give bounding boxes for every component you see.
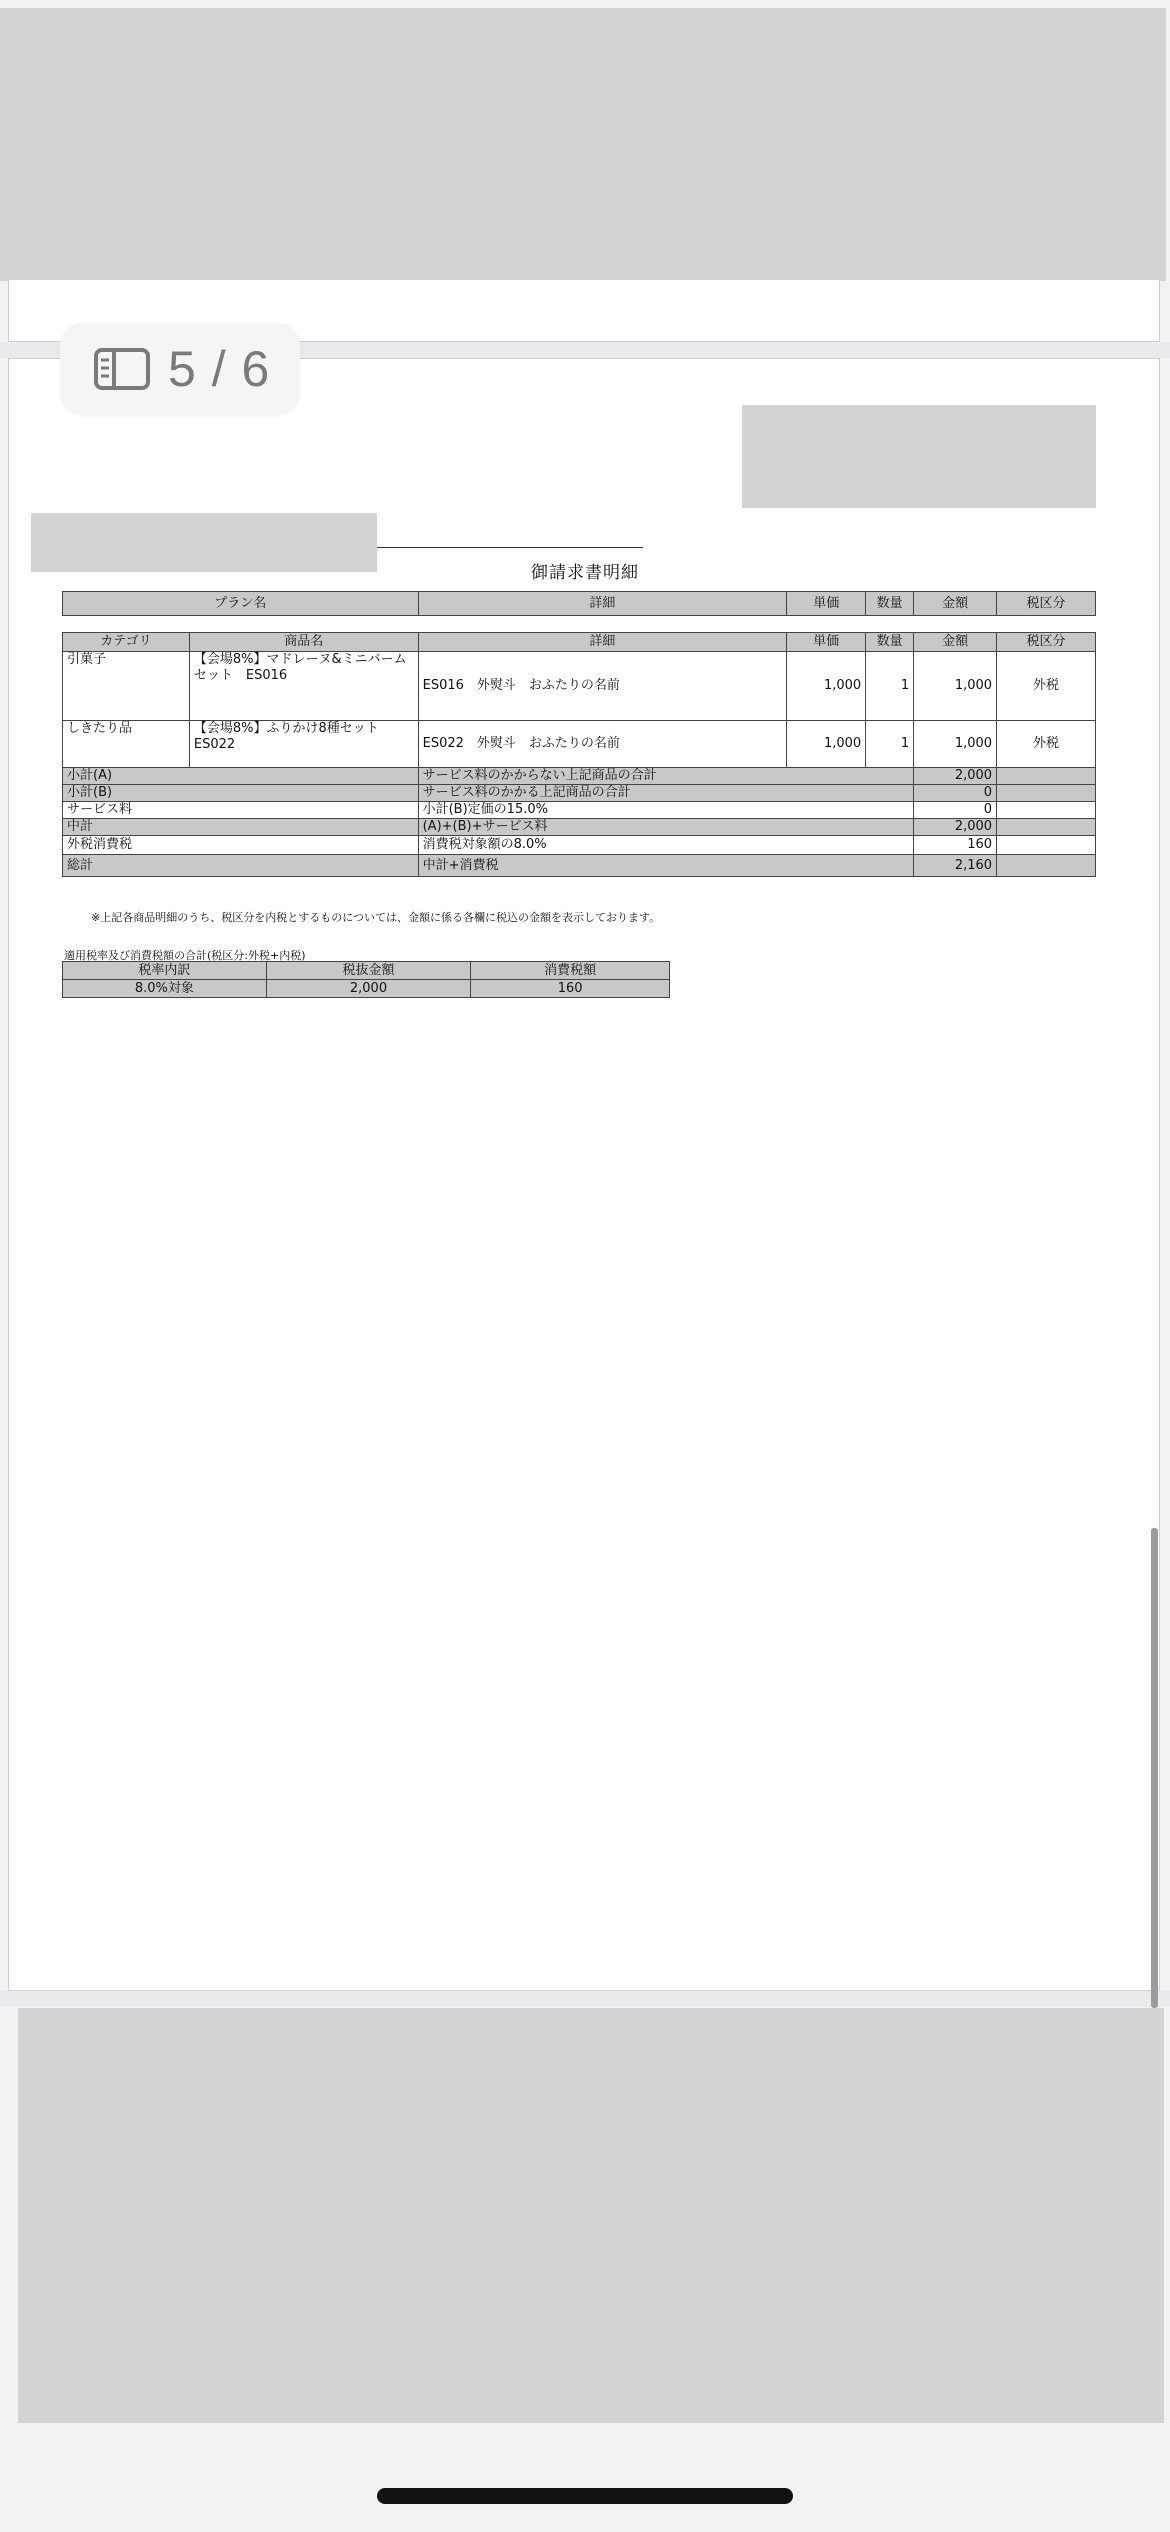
summary-empty (997, 836, 1096, 855)
summary-desc: (A)+(B)+サービス料 (418, 819, 914, 836)
col-qty: 数量 (866, 633, 914, 652)
summary-empty (997, 785, 1096, 802)
home-indicator[interactable] (377, 2488, 793, 2504)
tax-note: ※上記各商品明細のうち、税区分を内税とするものについては、金額に係る各欄に税込の金額を表示しております。 (91, 911, 661, 924)
cell-tax-type: 外税 (997, 652, 1096, 721)
table-row (63, 652, 1096, 721)
summary-desc: 消費税対象額の8.0% (418, 836, 914, 855)
page-divider (0, 1991, 1170, 2007)
summary-empty (997, 768, 1096, 785)
redacted-block-right (742, 405, 1096, 508)
cell-product: 【会場8%】ふりかけ8種セット ES022 (189, 721, 418, 768)
col-detail: 詳細 (418, 592, 787, 616)
title-rule (377, 547, 643, 548)
summary-row-subtotal-a (63, 768, 1096, 785)
tax-table-header (63, 962, 670, 980)
cell-unit-price: 1,000 (787, 652, 866, 721)
summary-amount: 2,160 (914, 855, 997, 877)
plan-table-header (63, 592, 1096, 616)
col-product: 商品名 (189, 633, 418, 652)
cell-tax-rate: 8.0%対象 (63, 980, 267, 998)
tax-summary-caption: 適用税率及び消費税額の合計(税区分:外税+内税) (64, 949, 306, 962)
col-tax-amount: 消費税額 (471, 962, 670, 980)
summary-desc: サービス料のかからない上記商品の合計 (418, 768, 914, 785)
cell-qty: 1 (866, 721, 914, 768)
col-amount: 金額 (914, 633, 997, 652)
cell-amount: 1,000 (914, 721, 997, 768)
vertical-scrollbar[interactable] (1151, 1528, 1158, 2008)
col-unit-price: 単価 (787, 633, 866, 652)
cell-tax-amount: 160 (471, 980, 670, 998)
col-unit-price: 単価 (787, 592, 866, 616)
summary-desc: 中計+消費税 (418, 855, 914, 877)
summary-empty (997, 802, 1096, 819)
col-net-amount: 税抜金額 (266, 962, 471, 980)
summary-empty (997, 819, 1096, 836)
summary-desc: サービス料のかかる上記商品の合計 (418, 785, 914, 802)
summary-row-service-fee (63, 802, 1096, 819)
cell-amount: 1,000 (914, 652, 997, 721)
cell-detail: ES022 外熨斗 おふたりの名前 (418, 721, 787, 768)
plan-table (62, 591, 1096, 616)
summary-row-grand-total (63, 855, 1096, 877)
page-indicator[interactable] (60, 323, 300, 415)
cell-category: しきたり品 (63, 721, 190, 768)
summary-amount: 0 (914, 802, 997, 819)
summary-label: 総計 (63, 855, 419, 877)
summary-row-midtotal (63, 819, 1096, 836)
summary-empty (997, 855, 1096, 877)
cell-qty: 1 (866, 652, 914, 721)
page-counter: 5 / 6 (168, 341, 271, 397)
summary-amount: 160 (914, 836, 997, 855)
summary-label: 小計(A) (63, 768, 419, 785)
tax-summary-table (62, 961, 670, 998)
col-tax-type: 税区分 (997, 633, 1096, 652)
summary-row-consumption-tax (63, 836, 1096, 855)
summary-amount: 2,000 (914, 768, 997, 785)
items-table-header (63, 633, 1096, 652)
summary-desc: 小計(B)定価の15.0% (418, 802, 914, 819)
col-detail: 詳細 (418, 633, 787, 652)
summary-label: サービス料 (63, 802, 419, 819)
cell-unit-price: 1,000 (787, 721, 866, 768)
cell-tax-type: 外税 (997, 721, 1096, 768)
redacted-region-bottom (18, 2008, 1164, 2423)
summary-label: 小計(B) (63, 785, 419, 802)
col-tax-rate: 税率内訳 (63, 962, 267, 980)
table-row (63, 721, 1096, 768)
cell-category: 引菓子 (63, 652, 190, 721)
cell-detail: ES016 外熨斗 おふたりの名前 (418, 652, 787, 721)
summary-amount: 2,000 (914, 819, 997, 836)
col-tax-type: 税区分 (997, 592, 1096, 616)
col-category: カテゴリ (63, 633, 190, 652)
summary-amount: 0 (914, 785, 997, 802)
summary-label: 中計 (63, 819, 419, 836)
col-amount: 金額 (914, 592, 997, 616)
col-plan-name: プラン名 (63, 592, 419, 616)
document-title: 御請求書明細 (531, 563, 639, 583)
cell-product: 【会場8%】マドレーヌ&ミニバームセット ES016 (189, 652, 418, 721)
col-qty: 数量 (866, 592, 914, 616)
summary-label: 外税消費税 (63, 836, 419, 855)
items-table (62, 632, 1096, 877)
redacted-region-top (0, 8, 1166, 281)
cell-net-amount: 2,000 (266, 980, 471, 998)
sidebar-toggle-icon[interactable] (94, 347, 150, 391)
summary-row-subtotal-b (63, 785, 1096, 802)
table-row (63, 980, 670, 998)
